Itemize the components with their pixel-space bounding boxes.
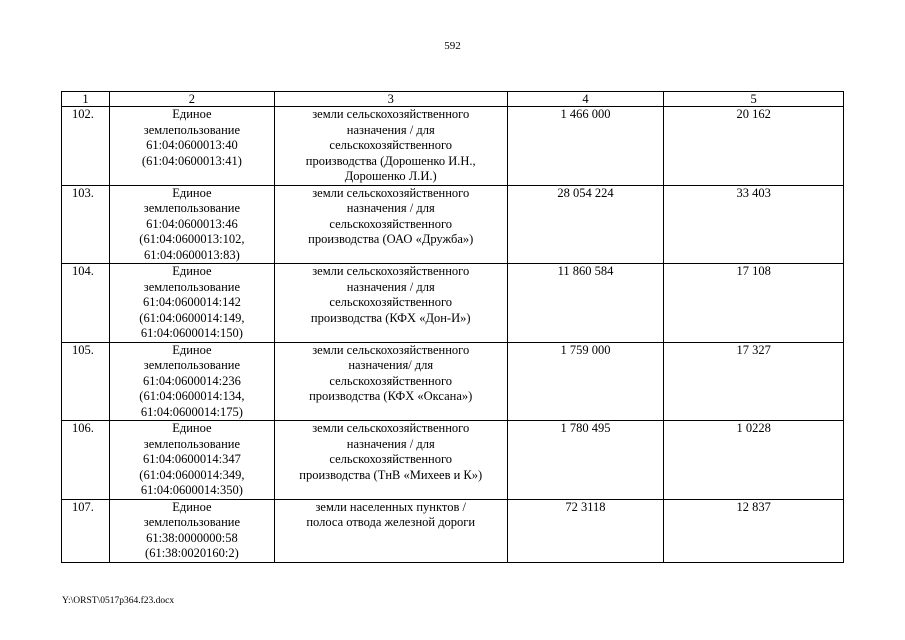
area-cell: 1 466 000 bbox=[507, 107, 664, 186]
cell-line: (61:04:0600014:149, bbox=[139, 310, 245, 325]
cell-line: сельскохозяйственного bbox=[329, 452, 453, 466]
cell-line: назначения / для bbox=[346, 201, 435, 215]
cell-line: 61:38:0000000:58 bbox=[146, 530, 238, 545]
cell-line: (61:04:0600014:349, bbox=[139, 467, 245, 482]
cell-line: (61:04:0600014:134, bbox=[139, 389, 245, 403]
table-row bbox=[62, 264, 844, 343]
area-cell: 1 780 495 bbox=[507, 421, 664, 500]
cell-line: 61:04:0600014:347 bbox=[142, 452, 241, 466]
row-number-cell: 102. bbox=[62, 107, 110, 186]
cell-line: землепользование bbox=[143, 358, 241, 372]
value-cell: 12 837 bbox=[664, 499, 844, 562]
cell-line: сельскохозяйственного bbox=[329, 138, 453, 152]
table-row bbox=[62, 342, 844, 421]
cell-line: (61:38:0020160:2) bbox=[145, 546, 239, 560]
cell-line: Единое bbox=[172, 342, 212, 357]
cell-line: землепользование bbox=[143, 122, 241, 137]
page-number: 592 bbox=[444, 40, 461, 52]
table-row bbox=[62, 421, 844, 500]
cell-line: 61:04:0600014:150) bbox=[140, 326, 243, 340]
row-number-cell: 107. bbox=[62, 499, 110, 562]
cadastral-number-cell bbox=[109, 107, 274, 186]
value-cell: 1 0228 bbox=[664, 421, 844, 500]
cell-line: 61:04:0600014:175) bbox=[140, 404, 243, 419]
cell-line: 61:04:0600014:236 bbox=[142, 373, 241, 388]
area-cell: 28 054 224 bbox=[507, 185, 664, 264]
cell-line: сельскохозяйственного bbox=[329, 216, 453, 231]
cell-line: производства (ОАО «Дружба») bbox=[308, 232, 474, 246]
cell-line: (61:04:0600013:41) bbox=[141, 153, 242, 168]
table-row bbox=[62, 499, 844, 562]
value-cell: 17 327 bbox=[664, 342, 844, 421]
cell-line: землепользование bbox=[143, 515, 241, 529]
cell-line: производства (ТнВ «Михеев и К») bbox=[299, 467, 483, 482]
cell-line: назначения / для bbox=[346, 122, 435, 137]
cell-line: 61:04:0600014:142 bbox=[142, 295, 241, 309]
cadastral-number-cell bbox=[109, 185, 274, 264]
column-header: 5 bbox=[664, 92, 844, 107]
value-cell: 17 108 bbox=[664, 264, 844, 343]
document-file-path: Y:\ORST\0517p364.f23.docx bbox=[62, 596, 175, 606]
land-category-cell bbox=[274, 421, 507, 500]
cell-line: Единое bbox=[172, 499, 212, 514]
table-header-row bbox=[62, 92, 844, 107]
cell-line: землепользование bbox=[143, 436, 241, 451]
cell-line: Единое bbox=[172, 264, 212, 278]
cell-line: Дорошенко Л.И.) bbox=[344, 169, 437, 183]
area-cell: 11 860 584 bbox=[507, 264, 664, 343]
cell-line: производства (КФХ «Дон-И») bbox=[310, 310, 471, 325]
cell-line: назначения / для bbox=[346, 279, 435, 294]
cell-line: сельскохозяйственного bbox=[329, 373, 453, 388]
cell-line: 61:04:0600013:83) bbox=[143, 247, 240, 262]
row-number-cell: 103. bbox=[62, 185, 110, 264]
cell-line: назначения / для bbox=[346, 436, 435, 451]
cell-line: землепользование bbox=[143, 279, 241, 294]
cell-line: (61:04:0600013:102, bbox=[139, 232, 245, 246]
cell-line: назначения/ для bbox=[348, 358, 434, 372]
cell-line: земли сельскохозяйственного bbox=[312, 107, 470, 121]
area-cell: 72 3118 bbox=[507, 499, 664, 562]
cell-line: сельскохозяйственного bbox=[329, 295, 453, 309]
land-category-cell bbox=[274, 185, 507, 264]
cell-line: 61:04:0600013:40 bbox=[146, 138, 238, 152]
cadastral-number-cell bbox=[109, 499, 274, 562]
cell-line: земли сельскохозяйственного bbox=[312, 342, 470, 357]
cadastral-number-cell bbox=[109, 342, 274, 421]
land-category-cell bbox=[274, 499, 507, 562]
cell-line: земли населенных пунктов / bbox=[315, 499, 466, 514]
column-header: 3 bbox=[274, 92, 507, 107]
cell-line: земли сельскохозяйственного bbox=[312, 185, 470, 200]
land-category-cell bbox=[274, 342, 507, 421]
row-number-cell: 105. bbox=[62, 342, 110, 421]
cell-line: 61:04:0600014:350) bbox=[140, 483, 243, 497]
column-header: 4 bbox=[507, 92, 664, 107]
value-cell: 33 403 bbox=[664, 185, 844, 264]
cell-line: Единое bbox=[172, 421, 212, 435]
cell-line: Единое bbox=[172, 185, 212, 200]
cell-line: производства (КФХ «Оксана») bbox=[309, 389, 473, 403]
cell-line: Единое bbox=[172, 107, 212, 121]
column-header: 1 bbox=[62, 92, 110, 107]
cell-line: 61:04:0600013:46 bbox=[146, 216, 238, 231]
cell-line: земли сельскохозяйственного bbox=[312, 264, 470, 278]
table-body bbox=[62, 107, 844, 563]
cell-line: производства (Дорошенко И.Н., bbox=[305, 153, 476, 168]
land-category-cell bbox=[274, 264, 507, 343]
cell-line: землепользование bbox=[143, 201, 241, 215]
area-cell: 1 759 000 bbox=[507, 342, 664, 421]
row-number-cell: 104. bbox=[62, 264, 110, 343]
cell-line: земли сельскохозяйственного bbox=[312, 421, 470, 435]
column-header: 2 bbox=[109, 92, 274, 107]
cell-line: полоса отвода железной дороги bbox=[306, 515, 476, 529]
value-cell: 20 162 bbox=[664, 107, 844, 186]
cadastral-number-cell bbox=[109, 421, 274, 500]
table-row bbox=[62, 185, 844, 264]
land-plots-table bbox=[61, 91, 844, 563]
cadastral-number-cell bbox=[109, 264, 274, 343]
land-category-cell bbox=[274, 107, 507, 186]
row-number-cell: 106. bbox=[62, 421, 110, 500]
table-row bbox=[62, 107, 844, 186]
